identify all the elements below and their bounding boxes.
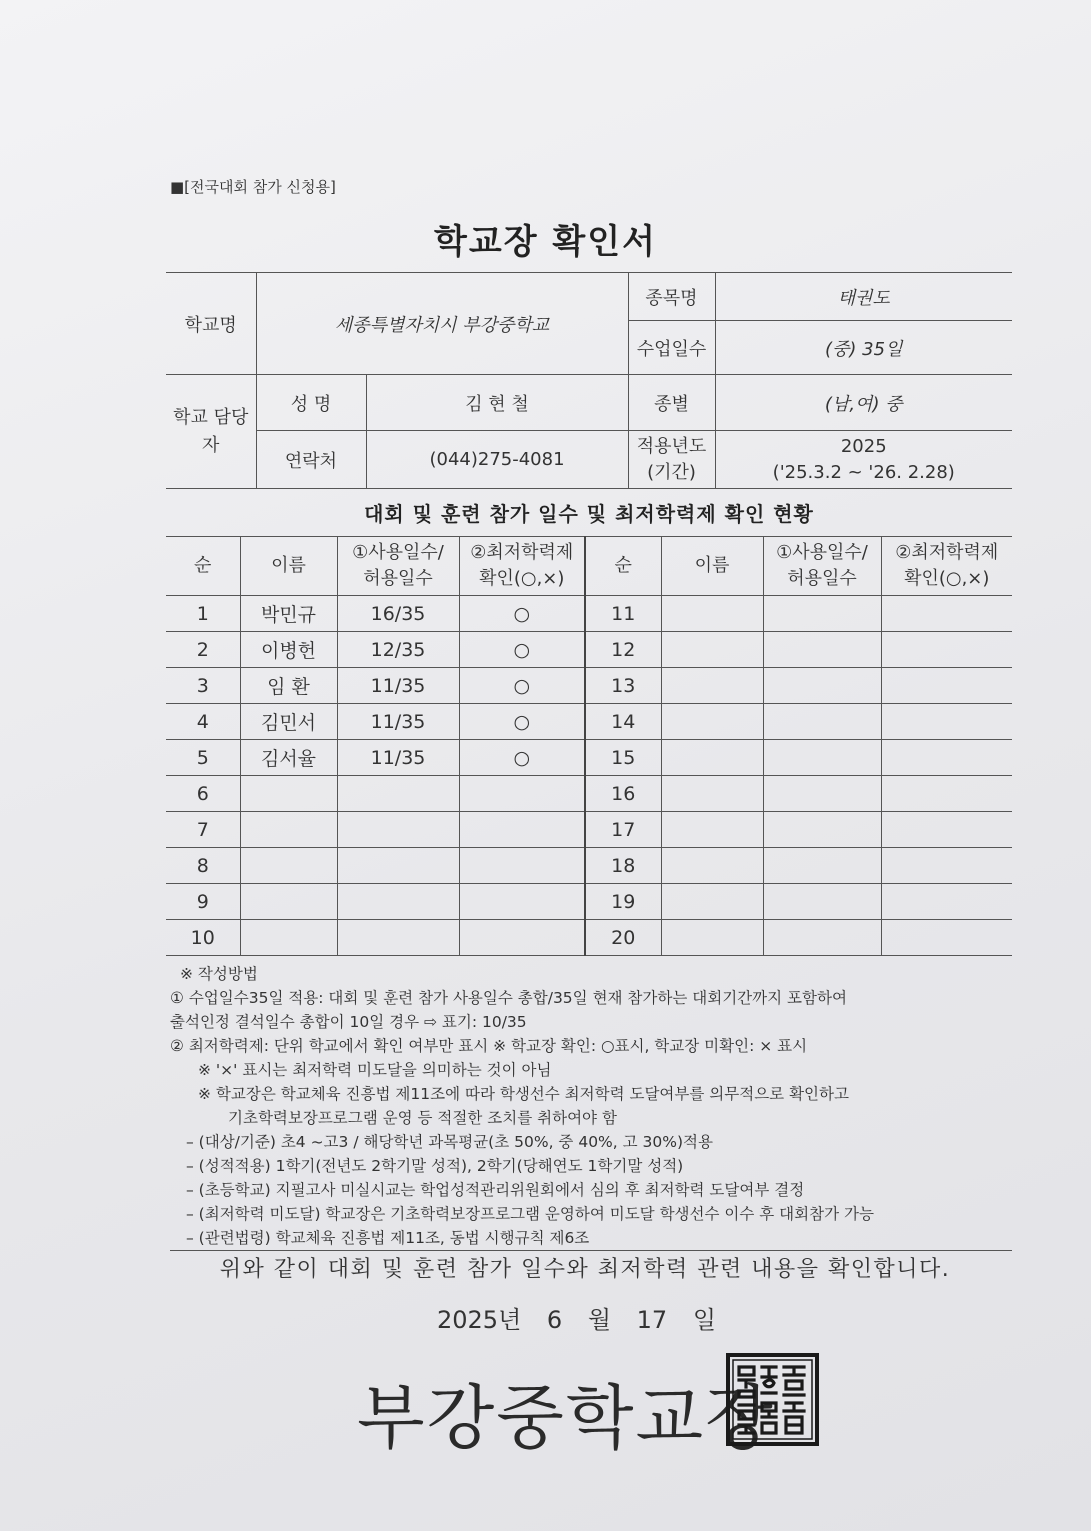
note-dash-1: – (대상/기준) 초4 ~고3 / 해당학년 과목평균(초 50%, 중 40%, 고 30%)적용	[186, 1133, 713, 1151]
roster-name: 이병헌	[240, 632, 337, 668]
divider	[170, 1250, 1012, 1251]
roster-no: 14	[585, 704, 661, 740]
days-value: (중) 35일	[715, 321, 1012, 375]
roster-no: 11	[585, 596, 661, 632]
roster-no: 13	[585, 668, 661, 704]
roster-check: ○	[459, 596, 585, 632]
note-dash-3: – (초등학교) 지필고사 미실시교는 학업성적관리위원회에서 심의 후 최저학력 도달여부 결정	[186, 1181, 805, 1199]
header-name-2: 이름	[661, 537, 763, 596]
roster-no: 9	[166, 884, 240, 920]
header-check-line1: ②최저학력제	[470, 542, 574, 563]
table-row	[166, 668, 1012, 704]
roster-days	[763, 776, 881, 812]
note-item-1-line2: 출석인정 결석일수 총합이 10일 경우 ⇨ 표기: 10/35	[170, 1013, 527, 1031]
header-no: 순	[166, 537, 240, 596]
roster-check	[881, 632, 1012, 668]
roster-no: 10	[166, 920, 240, 956]
header-check	[459, 537, 585, 596]
roster-check	[459, 812, 585, 848]
table-row	[166, 596, 1012, 632]
roster-name	[661, 740, 763, 776]
roster-name	[661, 632, 763, 668]
roster-no: 16	[585, 776, 661, 812]
issue-date	[437, 1300, 716, 1335]
roster-days: 12/35	[337, 632, 459, 668]
roster-days	[763, 920, 881, 956]
roster-name	[240, 884, 337, 920]
header-days	[337, 537, 459, 596]
roster-name: 김서율	[240, 740, 337, 776]
note-duty-line1: ※ 학교장은 학교체육 진흥법 제11조에 따라 학생선수 최저학력 도달여부를 의무적으로 확인하고	[198, 1085, 849, 1103]
roster-days	[337, 776, 459, 812]
roster-no: 6	[166, 776, 240, 812]
note-duty-line2: 기초학력보장프로그램 운영 등 적절한 조치를 취하여야 함	[228, 1109, 617, 1127]
table-row	[166, 632, 1012, 668]
table-row	[166, 920, 1012, 956]
roster-days	[763, 668, 881, 704]
roster-name: 임 환	[240, 668, 337, 704]
official-seal-icon	[726, 1353, 819, 1446]
table-row	[166, 704, 1012, 740]
roster-days	[337, 812, 459, 848]
name-value: 김 현 철	[366, 375, 628, 431]
date-month-unit: 월	[587, 1306, 612, 1334]
roster-check	[459, 848, 585, 884]
principal-name: 부강중학교장	[357, 1377, 775, 1459]
roster-check	[881, 848, 1012, 884]
roster-days: 11/35	[337, 704, 459, 740]
header-no-2: 순	[585, 537, 661, 596]
table-row	[166, 776, 1012, 812]
header-check-2	[881, 537, 1012, 596]
roster-no: 8	[166, 848, 240, 884]
header-days-2-line2: 허용일수	[787, 568, 857, 589]
gender-value: (남,여) 중	[715, 375, 1012, 431]
table-row	[166, 848, 1012, 884]
roster-check	[881, 704, 1012, 740]
roster-check	[881, 776, 1012, 812]
header-days-2	[763, 537, 881, 596]
sport-label: 종목명	[628, 273, 715, 321]
roster-check: ○	[459, 704, 585, 740]
roster-days	[337, 884, 459, 920]
roster-check	[459, 920, 585, 956]
roster-name	[661, 776, 763, 812]
roster-days	[763, 596, 881, 632]
form-tag: ■[전국대회 참가 신청용]	[170, 178, 336, 196]
roster-days: 11/35	[337, 668, 459, 704]
note-dash-5: – (관련법령) 학교체육 진흥법 제11조, 동법 시행규칙 제6조	[186, 1229, 590, 1247]
table-row	[166, 812, 1012, 848]
roster-name	[661, 920, 763, 956]
roster-no: 2	[166, 632, 240, 668]
year-value: 2025	[840, 435, 887, 457]
school-value: 세종특별자치시 부강중학교	[256, 273, 628, 375]
name-label: 성 명	[256, 375, 366, 431]
roster-days	[763, 848, 881, 884]
sport-value: 태권도	[715, 273, 1012, 321]
note-item-2: ② 최저학력제: 단위 학교에서 확인 여부만 표시 ※ 학교장 확인: ○표시, 학교장 미확인: × 표시	[170, 1037, 808, 1055]
roster-name	[661, 848, 763, 884]
roster-check	[881, 920, 1012, 956]
year-label: 적용년도 (기간)	[628, 431, 715, 489]
header-check-2-line2: 확인(○,×)	[904, 568, 990, 589]
roster-days	[337, 920, 459, 956]
header-check-line2: 확인(○,×)	[479, 568, 565, 589]
school-info-table	[166, 272, 1012, 489]
roster-name	[661, 704, 763, 740]
roster-no: 7	[166, 812, 240, 848]
note-item-1-line1: ① 수업일수35일 적용: 대회 및 훈련 참가 사용일수 총합/35일 현재 참가하는 대회기간까지 포함하여	[170, 989, 847, 1007]
days-label: 수업일수	[628, 321, 715, 375]
roster-no: 18	[585, 848, 661, 884]
roster-table	[166, 536, 1012, 956]
roster-name	[661, 884, 763, 920]
note-dash-2: – (성적적용) 1학기(전년도 2학기말 성적), 2학기(당해연도 1학기말 성적)	[186, 1157, 684, 1175]
roster-check: ○	[459, 632, 585, 668]
header-days-line1: ①사용일수/	[352, 542, 444, 563]
roster-check	[881, 884, 1012, 920]
roster-no: 15	[585, 740, 661, 776]
confirmation-text: 위와 같이 대회 및 훈련 참가 일수와 최저학력 관련 내용을 확인합니다.	[219, 1257, 951, 1282]
roster-days	[763, 812, 881, 848]
date-day-unit: 일	[692, 1306, 717, 1334]
date-day: 17	[636, 1306, 668, 1334]
roster-check	[881, 668, 1012, 704]
contact-value: (044)275-4081	[366, 431, 628, 489]
roster-check: ○	[459, 740, 585, 776]
roster-no: 5	[166, 740, 240, 776]
roster-name	[240, 776, 337, 812]
roster-days	[763, 884, 881, 920]
roster-body	[166, 537, 1012, 956]
roster-check: ○	[459, 668, 585, 704]
roster-name	[661, 812, 763, 848]
note-x-meaning: ※ '×' 표시는 최저학력 미도달을 의미하는 것이 아님	[198, 1061, 552, 1079]
roster-no: 19	[585, 884, 661, 920]
status-title: 대회 및 훈련 참가 일수 및 최저학력제 확인 현황	[364, 502, 814, 526]
header-days-line2: 허용일수	[363, 568, 433, 589]
notes-heading: ※ 작성방법	[180, 965, 258, 983]
header-name: 이름	[240, 537, 337, 596]
roster-check	[881, 596, 1012, 632]
header-days-2-line1: ①사용일수/	[776, 542, 868, 563]
roster-days	[763, 740, 881, 776]
roster-days	[763, 704, 881, 740]
period-value: ('25.3.2 ~ '26. 2.28)	[772, 461, 955, 483]
roster-check	[881, 740, 1012, 776]
roster-check	[881, 812, 1012, 848]
roster-no: 17	[585, 812, 661, 848]
roster-days: 16/35	[337, 596, 459, 632]
roster-name	[240, 920, 337, 956]
roster-no: 4	[166, 704, 240, 740]
roster-days: 11/35	[337, 740, 459, 776]
note-dash-4: – (최저학력 미도달) 학교장은 기초학력보장프로그램 운영하여 미도달 학생선수 이수 후 대회참가 가능	[186, 1205, 874, 1223]
roster-name	[240, 812, 337, 848]
roster-no: 1	[166, 596, 240, 632]
date-year: 2025년	[437, 1306, 522, 1334]
roster-no: 3	[166, 668, 240, 704]
roster-name	[240, 848, 337, 884]
roster-no: 12	[585, 632, 661, 668]
roster-name	[661, 668, 763, 704]
roster-header-row	[166, 537, 1012, 596]
school-label: 학교명	[166, 273, 256, 375]
roster-name	[661, 596, 763, 632]
header-check-2-line1: ②최저학력제	[895, 542, 999, 563]
roster-name: 김민서	[240, 704, 337, 740]
table-row	[166, 740, 1012, 776]
gender-label: 종별	[628, 375, 715, 431]
instructions	[170, 962, 1020, 1250]
date-month: 6	[546, 1306, 563, 1334]
roster-no: 20	[585, 920, 661, 956]
roster-name: 박민규	[240, 596, 337, 632]
year-cell	[715, 431, 1012, 489]
manager-label: 학교 담당자	[166, 375, 256, 489]
roster-days	[763, 632, 881, 668]
page-title: 학교장 확인서	[434, 222, 657, 262]
roster-check	[459, 776, 585, 812]
contact-label: 연락처	[256, 431, 366, 489]
roster-days	[337, 848, 459, 884]
table-row	[166, 884, 1012, 920]
roster-check	[459, 884, 585, 920]
